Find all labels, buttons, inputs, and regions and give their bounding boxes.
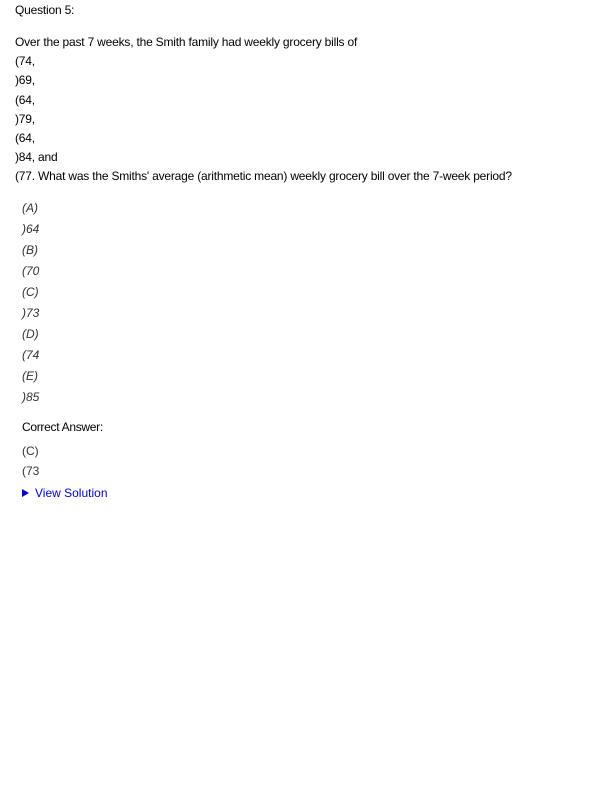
triangle-right-icon (22, 489, 29, 497)
stem-line: (74, (15, 54, 35, 69)
stem-line: (64, (15, 92, 35, 107)
stem-line: )69, (15, 73, 35, 88)
stem-line: (64, (15, 130, 35, 145)
answer-choices (22, 198, 39, 408)
choice-e (22, 366, 39, 408)
question-title: Question 5: (15, 3, 75, 17)
choice-letter: (C) (22, 285, 39, 299)
choice-value: )85 (22, 390, 40, 404)
stem-line: )84, and (15, 150, 58, 165)
choice-value: )64 (22, 222, 40, 236)
choice-letter: (E) (22, 369, 38, 383)
choice-b (22, 240, 39, 282)
question-stem (15, 33, 512, 187)
view-solution-label: View Solution (35, 486, 108, 500)
view-solution-toggle[interactable] (22, 484, 108, 502)
choice-c (22, 282, 39, 324)
correct-answer-heading: Correct Answer: (22, 420, 103, 434)
stem-line: Over the past 7 weeks, the Smith family had weekly grocery bills of (15, 35, 358, 49)
choice-letter: (B) (22, 243, 38, 257)
stem-line: )79, (15, 111, 35, 126)
choice-d (22, 324, 39, 366)
choice-value: )73 (22, 306, 40, 320)
correct-answer-letter: (C) (22, 444, 39, 458)
choice-value: (70 (22, 264, 40, 278)
choice-value: (74 (22, 348, 40, 362)
correct-answer (22, 441, 39, 481)
stem-line: (77. What was the Smiths' average (arithmetic mean) weekly grocery bill over the 7-week period? (15, 169, 512, 184)
correct-answer-value: (73 (22, 464, 40, 478)
choice-a (22, 198, 39, 240)
choice-letter: (D) (22, 327, 39, 341)
choice-letter: (A) (22, 201, 38, 215)
